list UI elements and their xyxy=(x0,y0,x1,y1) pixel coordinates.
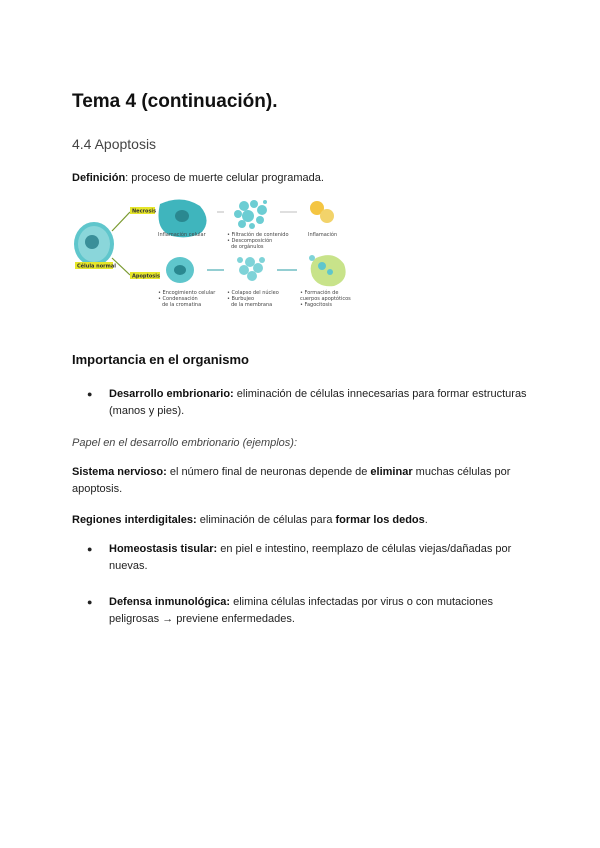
apoptosis-step1b: • Condensación xyxy=(158,296,198,302)
bullet-icon: ● xyxy=(87,544,93,554)
apoptosis-step1c: de la cromatina xyxy=(162,302,202,308)
interdigital-text-1: eliminación de células para xyxy=(196,514,336,526)
examples-intro: Papel en el desarrollo embrionario (ejemplos): xyxy=(72,437,298,449)
necrosis-step2a: • Filtración de contenido xyxy=(227,232,289,238)
definition-label: Definición xyxy=(72,172,126,184)
nervous-text-2: muchas células por apoptosis. xyxy=(72,466,511,495)
apoptosis-label: Apoptosis xyxy=(132,273,160,280)
necrosis-step2c: de orgánulos xyxy=(231,244,264,250)
inflammation-blobs xyxy=(310,201,334,223)
page-title: Tema 4 (continuación). xyxy=(72,91,278,112)
bullet-label: Desarrollo embrionario: xyxy=(109,388,234,400)
interdigital-label: Regiones interdigitales: xyxy=(72,514,197,526)
definition-paragraph xyxy=(72,170,532,187)
bullet-icon: ● xyxy=(87,597,93,607)
normal-cell xyxy=(74,222,114,266)
necrosis-step2b: • Descomposición xyxy=(227,238,273,244)
nervous-bold: eliminar xyxy=(370,466,413,478)
apoptosis-shrinking-cell xyxy=(166,257,194,283)
interdigital-paragraph xyxy=(72,512,532,529)
necrosis-step3: Inflamación xyxy=(308,232,338,238)
nervous-label: Sistema nervioso: xyxy=(72,466,167,478)
nervous-text-1: el número final de neuronas depende de xyxy=(166,466,371,478)
apoptosis-step2b: • Burbujeo xyxy=(227,296,255,302)
section-heading: 4.4 Apoptosis xyxy=(72,136,157,152)
bullet-immune-defense xyxy=(87,594,532,628)
apoptosis-blebbing-cell xyxy=(237,257,265,281)
importance-heading: Importancia en el organismo xyxy=(72,352,249,367)
apoptosis-step3c: • Fagocitosis xyxy=(300,302,333,308)
necrosis-arrow xyxy=(112,212,130,231)
apoptosis-step2a: • Colapso del núcleo xyxy=(227,290,279,296)
bullet-embryonic-development xyxy=(87,386,532,420)
bullet-text: elimina células infectadas por virus o con mutaciones peligrosas → previene enfermedades. xyxy=(109,596,493,625)
bullet-icon: ● xyxy=(87,389,93,399)
normal-cell-label: Célula normal xyxy=(77,263,116,270)
necrosis-label: Necrosis xyxy=(132,208,157,215)
bullet-label: Homeostasis tisular: xyxy=(109,543,218,555)
apoptosis-step3b: cuerpos apoptóticos xyxy=(300,296,351,302)
nervous-system-paragraph xyxy=(72,464,532,498)
bullet-label: Defensa inmunológica: xyxy=(109,596,231,608)
interdigital-bold: formar los dedos xyxy=(335,514,425,526)
apoptosis-step2c: de la membrana xyxy=(231,302,273,308)
necrosis-fragmented-cell xyxy=(234,200,267,229)
bullet-text: eliminación de células innecesarias para formar estructuras (manos y pies). xyxy=(109,388,527,417)
apoptosis-step3a: • Formación de xyxy=(300,290,339,296)
interdigital-text-2: . xyxy=(424,514,428,526)
apoptosis-step1a: • Encogimiento celular xyxy=(158,290,216,296)
necrosis-step1: Inflamación celular xyxy=(158,232,206,238)
phagocytosis-cell xyxy=(309,255,346,286)
apoptosis-diagram xyxy=(72,196,362,318)
bullet-tissue-homeostasis xyxy=(87,541,532,575)
bullet-text: en piel e intestino, reemplazo de células viejas/dañadas por nuevas. xyxy=(109,543,512,572)
definition-text: : proceso de muerte celular programada. xyxy=(125,172,324,184)
